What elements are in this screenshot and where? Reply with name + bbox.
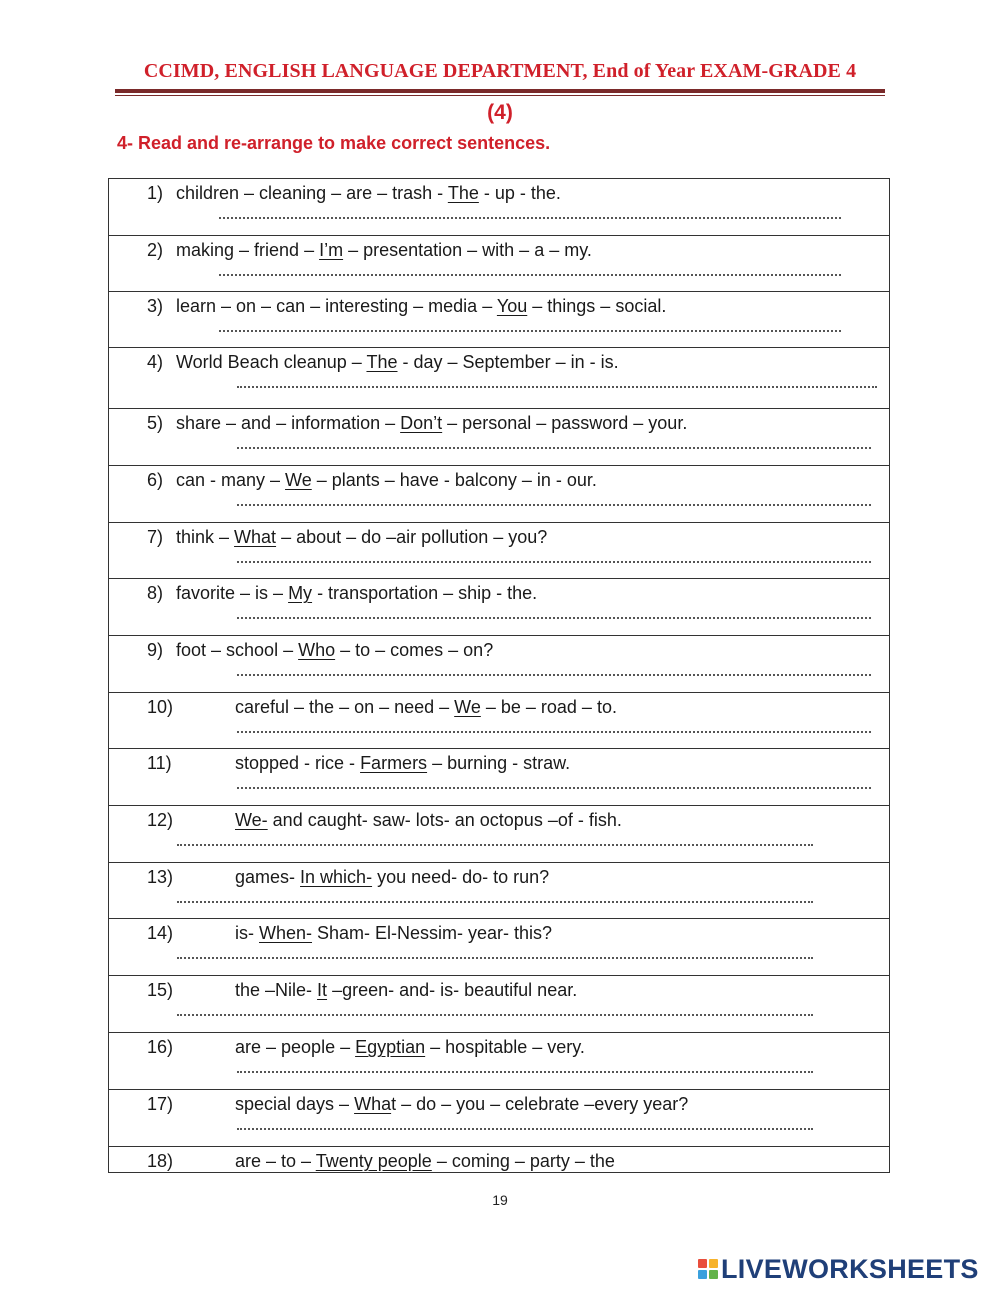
- answer-line[interactable]: [177, 836, 813, 846]
- answer-line[interactable]: [219, 322, 841, 332]
- question-number: 14): [147, 923, 174, 943]
- question-number: 2): [147, 240, 164, 260]
- question-number: 10): [147, 697, 174, 717]
- question-text-part: special days –: [235, 1094, 355, 1114]
- question-text-part: – plants – have - balcony – in - our.: [311, 470, 597, 490]
- answer-line[interactable]: [219, 209, 841, 219]
- question-text-part: World Beach cleanup –: [176, 352, 367, 372]
- logo-square-icon: [709, 1270, 718, 1279]
- question-number: 17): [147, 1094, 174, 1114]
- question-number: 8): [147, 583, 164, 603]
- question-text-part: – about – do –air pollution – you?: [276, 527, 548, 547]
- question-text-part: – things – social.: [527, 296, 667, 316]
- question-row: [109, 409, 889, 466]
- underlined-starter-word: Egyptian: [355, 1037, 426, 1057]
- question-text: [176, 583, 537, 604]
- question-text: [235, 980, 577, 1001]
- question-text-part: – be – road – to.: [480, 697, 617, 717]
- question-text: [235, 697, 617, 718]
- underlined-starter-word: My: [288, 583, 313, 603]
- question-text-part: and caught- saw- lots- an octopus –of - fish.: [267, 810, 622, 830]
- logo-square-icon: [698, 1270, 707, 1279]
- question-text-part: – presentation – with – a – my.: [343, 240, 592, 260]
- question-text-part: making – friend –: [176, 240, 320, 260]
- question-number: 15): [147, 980, 174, 1000]
- question-number: 11): [147, 753, 172, 773]
- question-row: [109, 976, 889, 1033]
- question-text-part: is-: [235, 923, 259, 943]
- exam-header-title: CCIMD, ENGLISH LANGUAGE DEPARTMENT, End of Year EXAM-GRADE 4: [143, 60, 857, 82]
- question-text-part: – hospitable – very.: [425, 1037, 585, 1057]
- answer-line[interactable]: [237, 666, 871, 676]
- question-text-part: –green- and- is- beautiful near.: [327, 980, 578, 1000]
- underlined-starter-word: Who: [298, 640, 336, 660]
- question-number: 1): [147, 183, 164, 203]
- question-number: 4): [147, 352, 164, 372]
- question-text: [235, 810, 622, 831]
- answer-line[interactable]: [177, 893, 813, 903]
- underlined-starter-word: Farmers: [360, 753, 428, 773]
- question-row: [109, 236, 889, 292]
- question-text: [176, 470, 597, 491]
- answer-line[interactable]: [219, 266, 841, 276]
- answer-line[interactable]: [237, 553, 871, 563]
- answer-line[interactable]: [177, 1006, 813, 1016]
- answer-line[interactable]: [237, 609, 871, 619]
- question-text-part: share – and – information –: [176, 413, 401, 433]
- question-text-part: you need- do- to run?: [372, 867, 550, 887]
- question-row: [109, 863, 889, 919]
- question-number: 6): [147, 470, 164, 490]
- underlined-starter-word: In which-: [300, 867, 373, 887]
- question-text-part: the –Nile-: [235, 980, 318, 1000]
- underlined-starter-word: You: [496, 296, 528, 316]
- question-text: [176, 527, 547, 548]
- instruction-text: 4- Read and re-arrange to make correct sentences.: [117, 133, 551, 153]
- underlined-starter-word: Twenty people: [315, 1151, 432, 1171]
- question-number: 13): [147, 867, 174, 887]
- question-number: 7): [147, 527, 164, 547]
- question-text-part: – coming – party – the: [431, 1151, 615, 1171]
- question-text: [176, 296, 666, 317]
- question-number: 5): [147, 413, 164, 433]
- question-text-part: – personal – password – your.: [442, 413, 688, 433]
- answer-line[interactable]: [177, 949, 813, 959]
- question-text-part: games-: [235, 867, 301, 887]
- question-number: 9): [147, 640, 164, 660]
- underlined-starter-word: Wha: [354, 1094, 392, 1114]
- question-row: [109, 636, 889, 693]
- logo-square-icon: [698, 1259, 707, 1268]
- question-text-part: Sham- El-Nessim- year- this?: [312, 923, 553, 943]
- question-text-part: learn – on – can – interesting – media –: [176, 296, 497, 316]
- question-text: [176, 352, 619, 373]
- underlined-starter-word: It: [317, 980, 328, 1000]
- question-text-part: can - many –: [176, 470, 286, 490]
- question-text: [235, 867, 549, 888]
- brand-name: LIVEWORKSHEETS: [721, 1253, 979, 1284]
- question-text-part: favorite – is –: [176, 583, 289, 603]
- question-text: [235, 923, 552, 944]
- question-number: 3): [147, 296, 164, 316]
- question-text: [176, 640, 493, 661]
- question-text-part: - up - the.: [478, 183, 561, 203]
- question-text-part: – burning - straw.: [427, 753, 571, 773]
- question-text: [235, 753, 570, 774]
- answer-line[interactable]: [237, 496, 871, 506]
- question-text: [235, 1094, 688, 1115]
- question-text: [176, 240, 592, 261]
- answer-line[interactable]: [237, 1120, 813, 1130]
- underlined-starter-word: I’m: [319, 240, 344, 260]
- question-row: [109, 1033, 889, 1090]
- logo-square-icon: [709, 1259, 718, 1268]
- underlined-starter-word: We-: [235, 810, 268, 830]
- question-number: 16): [147, 1037, 174, 1057]
- question-row: [109, 292, 889, 348]
- question-text-part: careful – the – on – need –: [235, 697, 455, 717]
- answer-line[interactable]: [237, 779, 871, 789]
- underlined-starter-word: The: [447, 183, 479, 203]
- header-rule-thin: [115, 95, 885, 96]
- question-text-part: are – people –: [235, 1037, 356, 1057]
- question-text-part: stopped - rice -: [235, 753, 361, 773]
- question-text-part: foot – school –: [176, 640, 299, 660]
- question-row: [109, 579, 889, 636]
- question-text-part: - day – September – in - is.: [397, 352, 619, 372]
- question-text-part: – to – comes – on?: [335, 640, 494, 660]
- answer-line[interactable]: [237, 1063, 813, 1073]
- answer-line[interactable]: [237, 723, 871, 733]
- question-row: [109, 1147, 889, 1174]
- question-text: [235, 1151, 615, 1172]
- underlined-starter-word: Don’t: [400, 413, 443, 433]
- underlined-starter-word: We: [285, 470, 312, 490]
- question-text: [235, 1037, 585, 1058]
- question-row: [109, 466, 889, 523]
- question-row: [109, 749, 889, 806]
- underlined-starter-word: We: [454, 697, 481, 717]
- underlined-starter-word: What: [234, 527, 277, 547]
- question-text-part: think –: [176, 527, 235, 547]
- question-row: [109, 523, 889, 579]
- page-number: 19: [492, 1192, 508, 1208]
- question-text-part: are – to –: [235, 1151, 316, 1171]
- question-row: [109, 693, 889, 749]
- question-row: [109, 348, 889, 409]
- liveworksheets-brand: [698, 1254, 979, 1284]
- question-number: 12): [147, 810, 174, 830]
- question-row: [109, 1090, 889, 1147]
- question-row: [109, 179, 889, 236]
- question-row: [109, 806, 889, 863]
- underlined-starter-word: The: [366, 352, 398, 372]
- answer-line[interactable]: [237, 439, 871, 449]
- question-text-part: t – do – you – celebrate –every year?: [391, 1094, 689, 1114]
- question-text: [176, 183, 561, 204]
- underlined-starter-word: When-: [259, 923, 313, 943]
- question-number: 18): [147, 1151, 174, 1171]
- questions-table: [108, 178, 890, 1173]
- question-text-part: children – cleaning – are – trash -: [176, 183, 448, 203]
- question-text: [176, 413, 687, 434]
- question-text-part: - transportation – ship - the.: [312, 583, 538, 603]
- liveworksheets-logo-icon: [698, 1259, 718, 1279]
- header-rule-thick: [115, 89, 885, 93]
- answer-line[interactable]: [237, 378, 877, 388]
- question-row: [109, 919, 889, 976]
- section-number: (4): [487, 101, 513, 124]
